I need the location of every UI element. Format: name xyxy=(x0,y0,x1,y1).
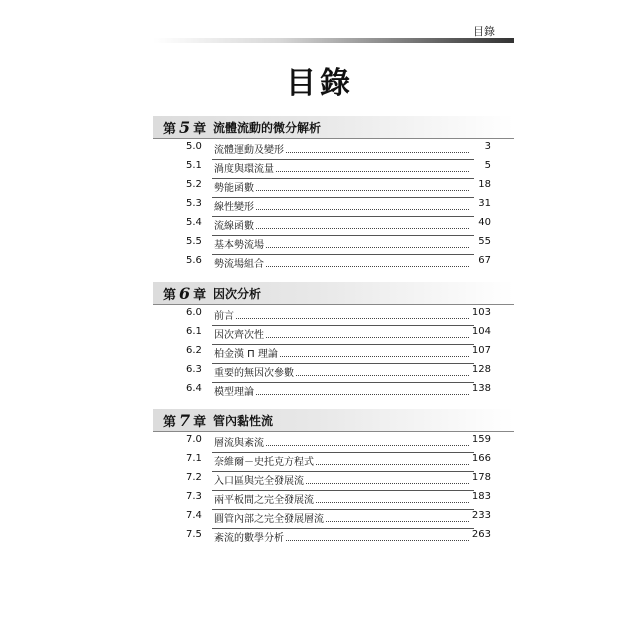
toc-entry[interactable]: 5.4 流線函數 40 xyxy=(186,217,491,232)
header-bar xyxy=(153,38,514,43)
page-title: 目錄 xyxy=(286,66,354,101)
chapter-bar xyxy=(153,116,514,139)
toc-entry[interactable]: 7.3 兩平板間之完全發展流 183 xyxy=(186,491,491,506)
chapter-bar xyxy=(153,282,514,305)
toc-entry[interactable]: 7.1 奈維爾－史托克方程式 166 xyxy=(186,453,491,468)
toc-entry[interactable]: 7.5 紊流的數學分析 263 xyxy=(186,529,491,544)
toc-entry[interactable]: 6.1 因次齊次性 104 xyxy=(186,326,491,341)
toc-entry[interactable]: 6.3 重要的無因次參數 128 xyxy=(186,364,491,379)
toc-entry[interactable]: 5.2 勢能函數 18 xyxy=(186,179,491,194)
running-header: 目錄 xyxy=(473,25,495,38)
chapter-number: 第 5 章 xyxy=(163,118,207,137)
toc-entry[interactable]: 5.5 基本勢流場 55 xyxy=(186,236,491,251)
chapter-heading-7[interactable] xyxy=(153,409,514,431)
toc-entry[interactable]: 7.2 入口區與完全發展流 178 xyxy=(186,472,491,487)
toc-entry[interactable]: 5.0 流體運動及變形 3 xyxy=(186,141,491,156)
chapter-title: 管內黏性流 xyxy=(213,414,274,428)
chapter-title: 因次分析 xyxy=(213,287,262,301)
chapter-title: 流體流動的微分解析 xyxy=(213,121,322,135)
chapter-heading-5[interactable] xyxy=(153,116,514,138)
toc-entry[interactable]: 6.4 模型理論 138 xyxy=(186,383,491,398)
toc-entry[interactable]: 7.4 圓管內部之完全發展層流 233 xyxy=(186,510,491,525)
chapter-bar xyxy=(153,409,514,432)
chapter-heading-6[interactable] xyxy=(153,282,514,304)
toc-entry[interactable]: 7.0 層流與紊流 159 xyxy=(186,434,491,449)
toc-entry[interactable]: 6.0 前言 103 xyxy=(186,307,491,322)
chapter-number: 第 7 章 xyxy=(163,411,207,430)
chapter-number: 第 6 章 xyxy=(163,284,207,303)
toc-entry[interactable]: 5.3 線性變形 31 xyxy=(186,198,491,213)
toc-entry[interactable]: 5.1 渦度與環流量 5 xyxy=(186,160,491,175)
toc-entry[interactable]: 6.2 柏金漢 Π 理論 107 xyxy=(186,345,491,360)
toc-entry[interactable]: 5.6 勢流場組合 67 xyxy=(186,255,491,270)
